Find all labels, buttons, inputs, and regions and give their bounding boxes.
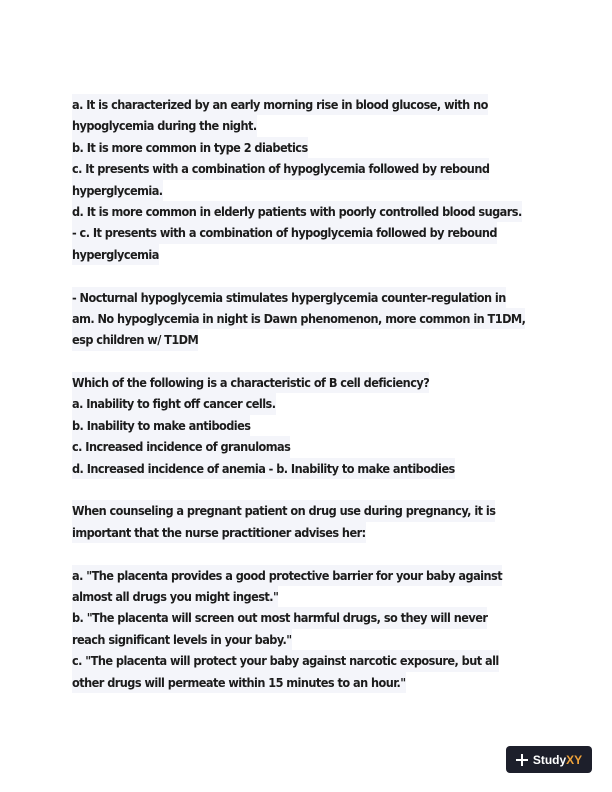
text-line: other drugs will permeate within 15 minutes to an hour." — [72, 672, 406, 693]
text-line: b. "The placenta will screen out most harmful drugs, so they will never — [72, 607, 487, 628]
blank-line — [72, 265, 552, 286]
text-line: am. No hypoglycemia in night is Dawn phenomenon, more common in T1DM, — [72, 308, 525, 329]
text-line: a. Inability to fight off cancer cells. — [72, 393, 276, 414]
text-line: a. It is characterized by an early morning rise in blood glucose, with no — [72, 94, 488, 115]
plus-icon — [516, 754, 528, 766]
brand-main: Study — [532, 752, 567, 767]
text-line: - Nocturnal hypoglycemia stimulates hyperglycemia counter-regulation in — [72, 287, 506, 308]
studyxy-badge[interactable] — [506, 746, 592, 773]
document-body — [72, 94, 552, 693]
text-line: - c. It presents with a combination of hypoglycemia followed by rebound — [72, 222, 497, 243]
text-line: d. Increased incidence of anemia - b. Inability to make antibodies — [72, 458, 455, 479]
text-line: hypoglycemia during the night. — [72, 115, 257, 136]
brand-accent: XY — [566, 752, 583, 767]
text-line: b. It is more common in type 2 diabetics — [72, 137, 308, 158]
text-line: b. Inability to make antibodies — [72, 415, 250, 436]
text-line: c. It presents with a combination of hypoglycemia followed by rebound — [72, 158, 489, 179]
text-line: d. It is more common in elderly patients with poorly controlled blood sugars. — [72, 201, 522, 222]
blank-line — [72, 543, 552, 564]
blank-line — [72, 479, 552, 500]
text-line: c. "The placenta will protect your baby against narcotic exposure, but all — [72, 650, 499, 671]
text-line: almost all drugs you might ingest." — [72, 586, 278, 607]
text-line: When counseling a pregnant patient on drug use during pregnancy, it is — [72, 500, 495, 521]
text-line: hyperglycemia — [72, 244, 159, 265]
blank-line — [72, 351, 552, 372]
text-line: c. Increased incidence of granulomas — [72, 436, 290, 457]
brand-name — [533, 753, 582, 767]
text-line: hyperglycemia. — [72, 180, 163, 201]
text-line: esp children w/ T1DM — [72, 329, 198, 350]
text-line: Which of the following is a characteristic of B cell deficiency? — [72, 372, 429, 393]
text-line: a. "The placenta provides a good protective barrier for your baby against — [72, 565, 502, 586]
text-line: important that the nurse practitioner advises her: — [72, 522, 366, 543]
text-line: reach significant levels in your baby." — [72, 629, 292, 650]
